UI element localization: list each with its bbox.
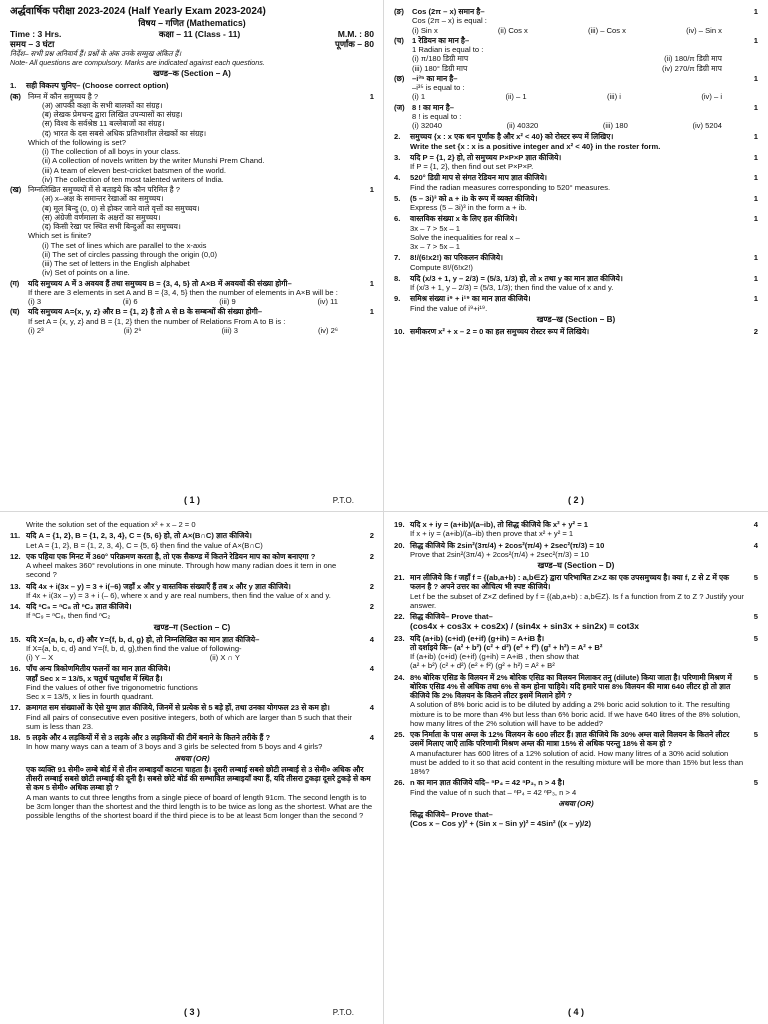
text-en: Write the set {x : x is a positive integer and x² < 40} in the roster form.	[410, 141, 661, 151]
sub-label: (छ)	[394, 73, 405, 83]
question-18	[10, 733, 374, 752]
question-text	[28, 92, 360, 185]
option: (iii) i	[607, 92, 621, 102]
question-26-or	[394, 810, 758, 829]
text-en: 1 Radian is equal to :	[412, 45, 484, 54]
question-text	[26, 552, 360, 580]
text-en: If 4x + i(3x – y) = 3 + i (– 6), where x and y are real numbers, then find the value of x and y.	[26, 590, 331, 600]
question-1h	[394, 103, 758, 131]
question-6	[394, 214, 758, 251]
question-text: समीकरण x² + x – 2 = 0 का हल समुच्चय रोस्टर रूप में लिखिये।	[410, 326, 590, 336]
question-22	[394, 612, 758, 632]
text-hi: एक निर्माता के पास अम्ल के 12% विलयन के 600 लीटर हैं। ज्ञात कीजिये कि 30% अम्ल वाले विलयन के कितने लीटर उसमें मिलाए जाएँ ताकि परिणामी मिश्रण अम्ल की मात्रा 15% से अधिक परन्तु 18% से कम हो ?	[410, 730, 730, 749]
marks: 1	[753, 73, 758, 83]
question-number: 10.	[394, 326, 405, 336]
text-en: A wheel makes 360° revolutions in one minute. Through how many radian does it tern in one second ?	[26, 561, 337, 580]
option: (स) विश्व के सर्वश्रेष्ठ 11 बल्लेबाजों का संग्रह।	[42, 119, 165, 129]
marks: 1	[753, 35, 758, 45]
page-number: ( 2 )	[567, 495, 584, 506]
text-en: If P = {1, 2}, then find out set P×P×P.	[410, 162, 534, 171]
text-hi: यदि (x/3 + 1, y – 2/3) = (5/3, 1/3) हो, तो x तथा y का मान ज्ञात कीजिये।	[410, 273, 623, 283]
text-en: Let A = {1, 2}, B = {1, 2, 3, 4}, C = {5, 6} then find the value of A×(B∩C)	[26, 540, 263, 550]
question-text	[26, 582, 360, 601]
question-text	[410, 541, 744, 560]
marks: 1	[753, 214, 758, 224]
time-hi: समय – 3 घंटा	[10, 39, 55, 50]
question-1b	[10, 185, 374, 278]
question-text	[26, 602, 360, 621]
question-13	[10, 582, 374, 601]
question-17	[10, 703, 374, 731]
option: (ब) मूल बिन्दु (0, 0) से होकर जाने वाले वृत्तों का समुच्चय।	[42, 203, 200, 213]
text-en: –i³⁵ is equal to :	[412, 83, 465, 92]
option: (i) Sin x	[412, 25, 438, 35]
text-hi: यदि समुच्चय A में 3 अवयव हैं तथा समुच्चय B = {3, 4, 5} तो A×B में अवयवों की संख्या होगी–	[28, 278, 292, 288]
section-a-heading: खण्ड–क (Section – A)	[153, 69, 231, 79]
option: (ii) The set of circles passing through the origin (0,0)	[42, 249, 218, 259]
option: (iv) – i	[701, 92, 722, 102]
section-d-heading: खण्ड–घ (Section – D)	[537, 561, 615, 570]
instructions-hi: निर्देश– सभी प्रश्न अनिवार्य हैं। प्रश्नों के अंक उनके सम्मुख अंकित हैं।	[10, 48, 182, 58]
option: (iv) – Sin x	[686, 25, 722, 35]
question-text	[412, 36, 744, 73]
question-number: 20.	[394, 540, 405, 550]
question-16	[10, 664, 374, 701]
pto-label: P.T.O.	[332, 1008, 354, 1018]
option: (i) 32040	[412, 121, 442, 130]
question-26	[394, 778, 758, 797]
text-hi: यदि ⁿC₉ = ⁿC₈ तो ⁿC₂ ज्ञात कीजिये।	[26, 602, 132, 611]
question-text	[410, 673, 744, 729]
option: (ii) X ∩ Y	[209, 653, 240, 662]
text-hi: एक पहिया एक मिनट में 360° परिक्रमण करता है, तो एक सैकण्ड में कितने रेडियन माप का कोण बनाएगा ?	[26, 551, 316, 561]
instructions-en: Note- All questions are compulsory. Marks are indicated against each questions.	[10, 57, 265, 67]
text-hi: एक व्यक्ति 91 सेमी० लम्बे बोर्ड में से तीन लम्बाइयाँ काटना चाहता है। दूसरी लम्बाई सबसे छोटी लम्बाई से 3 सेमी० अधिक और तीसरी लम्बाई सबसे छोटी लम्बाई की दूनी है। सबसे छोटे बोर्ड की सम्भावित लम्बाइयाँ क्या हैं, यदि तीसरा टुकड़ा दूसरे टुकड़े से कम से कम 5 सेमी० अधिक लम्बा हो ?	[26, 764, 371, 793]
marks: 5	[753, 778, 758, 788]
text-hi: निम्नलिखित समुच्चयों में से बताइये कि कौन परिमित है ?	[28, 185, 181, 195]
marks: 2	[369, 602, 374, 611]
header-row-1	[10, 29, 374, 39]
option: (i) 3	[28, 297, 42, 307]
question-number: 13.	[10, 581, 21, 591]
question-text	[410, 153, 744, 172]
text-hi: यदि X={a, b, c, d} और Y={f, b, d, g} हो, तो निम्नलिखित का मान ज्ञात कीजिये–	[26, 634, 260, 644]
marks: 5	[753, 633, 758, 643]
question-number: 8.	[394, 273, 401, 283]
marks: 4	[369, 733, 374, 742]
question-14	[10, 602, 374, 621]
question-text	[26, 664, 360, 701]
option: (iii) – Cos x	[587, 25, 626, 35]
question-9	[394, 294, 758, 313]
options-row	[412, 54, 744, 63]
question-text	[410, 612, 744, 632]
expression: (cos4x + cos3x + cos2x) / (sin4x + sin3x + sin2x) = cot3x	[410, 621, 640, 632]
option: (i) π/180 डिग्री माप	[412, 54, 469, 64]
text-hi: यदि P = {1, 2} हो, तो समुच्चय P×P×P ज्ञात कीजिये।	[410, 152, 562, 162]
option: (ii) 180/π डिग्री माप	[664, 54, 722, 64]
time-en: Time : 3 Hrs.	[10, 28, 62, 39]
question-number: 6.	[394, 214, 401, 224]
question-text: Write the solution set of the equation x² + x – 2 = 0	[26, 520, 196, 529]
question-1e	[394, 7, 758, 35]
question-text	[26, 765, 374, 821]
marks: 1	[753, 173, 758, 183]
question-text	[410, 520, 744, 539]
option: (ii) A collection of novels written by the writer Munshi Prem Chand.	[42, 156, 265, 166]
question-1f	[394, 36, 758, 73]
question-text	[410, 730, 744, 776]
question-number: 12.	[10, 551, 21, 561]
exam-page-1	[0, 0, 384, 512]
text-en: Cos (2π – x) is equal :	[412, 16, 487, 26]
question-1d	[10, 307, 374, 335]
question-text	[412, 103, 744, 131]
text-en: Solve the inequalities for real x –	[410, 232, 520, 242]
max-marks-hi: पूर्णांक – 80	[334, 39, 374, 50]
text-hi: 1 रेडियन का मान है–	[412, 35, 470, 45]
question-number	[10, 520, 26, 529]
text-en: Find the values of other five trigonometric functions	[26, 682, 198, 692]
text-hi: वास्तविक संख्या x के लिए हल कीजिये।	[410, 214, 518, 224]
option: (स) अंग्रेजी वर्णमाला के अक्षरों का समुच्चय।	[42, 212, 161, 222]
text-en: Compute 8!/(6!x2!)	[410, 262, 473, 272]
text-en: Prove that 2sin²(3π/4) + 2cos²(π/4) + 2sec²(π/3) = 10	[410, 549, 589, 559]
question-text	[410, 810, 758, 829]
text-hi: निम्न में कौन समुच्चय है ?	[28, 91, 99, 101]
question-text	[28, 307, 360, 335]
option: (द) भारत के दस सबसे अधिक प्रतिभाशील लेखकों का संग्रह।	[42, 128, 207, 138]
question-number: 2.	[394, 132, 401, 142]
inequality: 3x – 7 > 5x – 1	[410, 223, 461, 233]
question-text	[410, 778, 744, 797]
text-hi: Cos (2π – x) समान है–	[412, 7, 485, 16]
marks: 4	[753, 520, 758, 529]
question-text	[410, 132, 744, 151]
question-19	[394, 520, 758, 539]
options-row	[28, 326, 360, 335]
text-en: A solution of 8% boric acid is to be diluted by adding a 2% boric acid solution to it. The resulting mixture is to be more than 4% but less than 6% boric acid. If we have 640 litres of the 8% solution, how many litres of the 2% solution will have to be added?	[410, 700, 741, 728]
question-text	[412, 74, 744, 102]
question-text	[28, 185, 360, 278]
question-7	[394, 253, 758, 272]
sub-label: (ङ)	[394, 7, 404, 16]
question-number	[394, 810, 410, 829]
text-en: Express (5 – 3i)³ in the form a + ib.	[410, 203, 527, 212]
text-hi: यदि A = {1, 2}, B = {1, 2, 3, 4}, C = {5, 6} हो, तो A×(B∩C) ज्ञात कीजिये।	[26, 531, 252, 541]
text-en: If (x/3 + 1, y – 2/3) = (5/3, 1/3); then find the value of x and y.	[410, 283, 614, 292]
option: (अ) आपकी कक्षा के सभी बालकों का संग्रह।	[42, 100, 163, 110]
subject-line: विषय – गणित (Mathematics)	[138, 18, 246, 29]
text-en: Sec x = 13/5, x lies in fourth quadrant.	[26, 692, 154, 701]
question-number: 19.	[394, 520, 405, 529]
text-en: Find the value of n such that – ⁿP₄ = 42 ⁿP₃, n > 4	[410, 787, 577, 797]
question-4	[394, 173, 758, 192]
text-en: If set A = {x, y, z} and B = {1, 2} then the number of Relations From A to B is :	[28, 316, 286, 326]
sub-label: (ग)	[10, 278, 20, 288]
question-18-or	[10, 765, 374, 821]
question-text	[28, 279, 360, 307]
max-marks-en: M.M. : 80	[337, 28, 374, 39]
marks: 1	[753, 253, 758, 263]
options-row	[412, 26, 744, 35]
text-en: Find the value of i⁹+i¹⁹.	[410, 303, 488, 313]
option: (i) 1	[412, 92, 426, 102]
question-2	[394, 132, 758, 151]
question-number: 21.	[394, 573, 405, 582]
question-text	[26, 531, 360, 550]
text-hi: n का मान ज्ञात कीजिये यदि– ⁿP₄ = 42 ⁿP₃, n > 4 है।	[410, 778, 565, 788]
page-number: ( 1 )	[183, 495, 200, 506]
question-text	[26, 635, 360, 663]
text-hi: समुच्चय {x : x एक धन पूर्णांक है और x² < 40} को रोस्टर रूप में लिखिए।	[410, 132, 614, 142]
marks: 1	[369, 307, 374, 317]
text-hi: 8!/(6!x2!) का परिकलन कीजिये।	[410, 253, 504, 263]
text-hi: यदि 4x + i(3x – y) = 3 + i(–6) जहाँ x और y वास्तविक संख्याएँ हैं तब x और y ज्ञात कीजिये।	[26, 581, 291, 591]
question-number: 9.	[394, 294, 401, 304]
question-20	[394, 541, 758, 560]
question-text	[26, 733, 360, 752]
marks: 1	[369, 185, 374, 195]
marks: 1	[753, 7, 758, 16]
question-number: 26.	[394, 778, 405, 788]
marks: 2	[369, 531, 374, 541]
question-text	[410, 214, 744, 251]
text-en: Which set is finite?	[28, 231, 92, 241]
question-23	[394, 634, 758, 671]
question-text	[410, 194, 744, 213]
exam-title: अर्द्धवार्षिक परीक्षा 2023-2024 (Half Yearly Exam 2023-2024)	[10, 6, 266, 17]
text-hi: पाँच अन्य त्रिकोणमितीय फलनों का मान ज्ञात कीजिये।	[26, 664, 171, 674]
question-number: 22.	[394, 612, 405, 621]
text-hi: सिद्ध कीजिये कि 2sin²(3π/4) + 2cos²(π/4) + 2sec²(π/3) = 10	[410, 540, 605, 550]
text-en: A manufacturer has 600 litres of a 12% solution of acid. How many litres of a 30% acid solution must be added to it so that acid content in the resulting mixture will be more than 15% but less than 18%?	[410, 748, 744, 777]
text-hi: जहाँ Sec x = 13/5, x चतुर्थ चतुर्थांश में स्थित है।	[26, 673, 163, 683]
option: (iii) 180° डिग्री माप	[412, 63, 468, 73]
question-text	[410, 573, 744, 610]
question-1g	[394, 74, 758, 102]
marks: 5	[753, 612, 758, 621]
option: (iv) 270/π डिग्री माप	[662, 63, 722, 73]
option: (द) किसी रेखा पर स्थित सभी बिन्दुओं का समुच्चय।	[42, 222, 181, 232]
question-3	[394, 153, 758, 172]
text-en: A man wants to cut three lengths from a single piece of board of length 91cm. The second length is to be 3cm longer than the shortest and the third length is to be twice as long as the shortest. What are the possible lengths of the shortest board if the third piece is to be at least 5cm longer than the second ?	[26, 792, 373, 820]
page-number: ( 4 )	[567, 1007, 584, 1018]
marks: 1	[753, 152, 758, 162]
question-8	[394, 274, 758, 293]
text-en: If x + iy = (a+ib)/(a–ib) then prove that x² + y² = 1	[410, 529, 574, 539]
question-text: सही विकल्प चुनिए– (Choose correct option)	[26, 81, 169, 91]
text-hi: क्रमागत सम संख्याओं के ऐसे युग्म ज्ञात कीजिये, जिनमें से प्रत्येक से 5 बड़े हों, तथा उनका योगफल 23 से कम हो।	[26, 703, 330, 713]
text-hi: मान लीजिये कि f जहाँ f = {(ab,a+b) : a,b∈Z} द्वारा परिभाषित Z×Z का एक उपसमुच्चय है। क्या f, Z से Z में एक फलन है ? अपने उत्तर का औचित्य भी स्पष्ट कीजिये।	[410, 573, 729, 592]
option: (iv) Set of points on a line.	[42, 268, 130, 278]
question-24	[394, 673, 758, 729]
pto-label: P.T.O.	[332, 496, 354, 506]
question-number: 25.	[394, 730, 405, 740]
question-21	[394, 573, 758, 610]
question-number: 17.	[10, 703, 21, 713]
option: (ब) लेखक प्रेमचन्द द्वारा लिखित उपन्यासों का संग्रह।	[42, 110, 183, 120]
question-number: 14.	[10, 602, 21, 611]
marks: 1	[369, 278, 374, 288]
text-en: 8 ! is equal to :	[412, 111, 462, 121]
question-number: 5.	[394, 193, 401, 203]
exam-page-4	[384, 512, 768, 1024]
marks: 1	[753, 273, 758, 283]
marks: 1	[753, 132, 758, 142]
question-11	[10, 531, 374, 550]
marks: 5	[753, 730, 758, 740]
option: (iii) 9	[219, 297, 236, 307]
option: (i) The set of lines which are parallel to the x-axis	[42, 240, 207, 250]
text-hi: 5 लड़के और 4 लड़कियों में से 3 लड़के और 3 लड़कियों की टीमें बनाने के कितने तरीके हैं ?	[26, 733, 271, 742]
question-number: 4.	[394, 173, 401, 183]
question-text	[410, 294, 744, 313]
sub-label: (क)	[10, 91, 21, 101]
options-row	[26, 653, 360, 662]
question-number: 18.	[10, 733, 21, 742]
sub-label: (ख)	[10, 185, 22, 195]
class-label: कक्षा – 11 (Class - 11)	[158, 28, 241, 39]
option: (iv) 11	[317, 297, 338, 307]
marks: 1	[753, 193, 758, 203]
question-number: 16.	[10, 664, 21, 674]
or-divider: अथवा (OR)	[174, 753, 210, 763]
text-hi: 8 ! का मान है–	[412, 102, 454, 112]
question-25	[394, 730, 758, 776]
question-1	[10, 81, 374, 90]
option: (ii) Cos x	[497, 25, 528, 35]
inequality: 3x – 7 > 5x – 1	[410, 242, 461, 251]
option: (iii) The set of letters in the English alphabet	[42, 259, 190, 269]
marks: 4	[753, 540, 758, 550]
question-number: 24.	[394, 672, 405, 682]
text-en: Find the radian measures corresponding to 520° measures.	[410, 182, 611, 192]
question-5	[394, 194, 758, 213]
text-hi: तो दर्शाइये कि– (a² + b²) (c² + d²) (e² + f²) (g² + h²) = A² + B²	[410, 642, 603, 652]
question-text	[412, 7, 744, 35]
text-hi: सिद्ध कीजिये– Prove that–	[410, 810, 493, 820]
question-number: 23.	[394, 633, 405, 643]
text-hi: यदि समुच्चय A={x, y, z} और B = {1, 2} है तो A से B के सम्बन्धों की संख्या होगी–	[28, 307, 263, 317]
text-hi: यदि x + iy = (a+ib)/(a–ib), तो सिद्ध कीजिये कि x² + y² = 1	[410, 520, 588, 529]
text-hi: यदि (a+ib) (c+id) (e+if) (g+ih) = A+iB है।	[410, 633, 545, 643]
text-en: Find all pairs of consecutive even positive integers, both of which are larger than 5 such that their sum is less than 23.	[26, 712, 352, 731]
marks: 2	[369, 581, 374, 591]
page-number: ( 3 )	[183, 1007, 200, 1018]
question-text	[410, 253, 744, 272]
question-text	[410, 634, 744, 671]
text-en: Which of the following is set?	[28, 137, 126, 147]
sub-label: (घ)	[10, 307, 20, 317]
question-text	[410, 274, 744, 293]
question-number: 1.	[10, 81, 17, 91]
text-en: (a² + b²) (c² + d²) (e² + f²) (g² + h²) = A² + B²	[410, 661, 555, 671]
text-hi: सिद्ध कीजिये– Prove that–	[410, 612, 493, 621]
marks: 4	[369, 703, 374, 713]
text-hi: 8% बोरिक एसिड के विलयन में 2% बोरिक एसिड का विलयन मिलाकर तनु (dilute) किया जाता है। परिणामी मिश्रण में बोरिक एसिड 4% से अधिक तथा 6% से कम होना चाहिये। यदि हमारे पास 8% विलयन की मात्रा 640 लीटर हो तो ज्ञात कीजिये कि 2% विलयन के कितने लीटर इसमें मिलाने होंगे ?	[410, 672, 732, 701]
text-hi: 520° डिग्री माप से संगत रेडियन माप ज्ञात कीजिये।	[410, 173, 547, 183]
question-number: 7.	[394, 253, 401, 263]
marks: 5	[753, 672, 758, 682]
option: (ii) 40320	[506, 121, 539, 130]
marks: 1	[753, 102, 758, 112]
marks: 2	[753, 326, 758, 336]
text-hi: (5 – 3i)³ को a + ib के रूप में व्यक्त कीजिये।	[410, 193, 538, 203]
question-number	[10, 765, 26, 821]
text-hi: समिश्र संख्या i⁹ + i¹⁹ का मान ज्ञात कीजिये।	[410, 294, 531, 304]
question-number: 15.	[10, 634, 21, 644]
text-en: Let f be the subset of Z×Z defined by f = {(ab,a+b) : a,b∈Z}. Is f a function from Z to Z ? Justify your answer.	[410, 591, 744, 610]
option: (i) Y – X	[26, 653, 54, 662]
question-text	[410, 173, 744, 192]
text-en: In how many ways can a team of 3 boys and 3 girls be selected from 5 boys and 4 girls?	[26, 742, 323, 752]
options-row	[412, 92, 744, 101]
option: (iv) 2⁶	[317, 325, 338, 335]
section-c-heading: खण्ड–ग (Section – C)	[153, 622, 231, 632]
expression: (Cos x – Cos y)² + (Sin x – Sin y)² = 4Sin² ((x – y)/2)	[410, 819, 592, 829]
or-divider: अथवा (OR)	[558, 798, 594, 808]
marks: 5	[753, 573, 758, 582]
question-1c	[10, 279, 374, 307]
question-1a	[10, 92, 374, 185]
option: (अ) x–अक्ष के समान्तर रेखाओं का समुच्चय।	[42, 194, 164, 204]
option: (iii) 180	[602, 121, 628, 130]
question-text	[26, 703, 360, 731]
exam-page-2	[384, 0, 768, 512]
sub-label: (च)	[394, 35, 404, 45]
option: (i) 2³	[28, 325, 44, 335]
options-row	[28, 297, 360, 306]
option: (ii) 6	[122, 297, 138, 307]
marks: 4	[369, 634, 374, 644]
question-15	[10, 635, 374, 663]
section-b-heading: खण्ड–ख (Section – B)	[536, 314, 616, 324]
option: (iii) A team of eleven best-cricket batsmen of the world.	[42, 165, 227, 175]
text-hi: –i³⁵ का मान है–	[412, 73, 458, 83]
text-en: If there are 3 elements in set A and B = {3, 4, 5} then the number of elements in A×B will be :	[28, 287, 338, 297]
marks: 2	[369, 551, 374, 561]
question-10	[394, 327, 758, 336]
exam-page-3	[0, 512, 384, 1024]
marks: 4	[369, 664, 374, 674]
option: (iv) The collection of ten most talented writers of India.	[42, 174, 224, 184]
option: (ii) – 1	[505, 92, 527, 102]
marks: 1	[369, 91, 374, 101]
question-10-en	[10, 520, 374, 529]
text-en: If (a+ib) (c+id) (e+if) (g+ih) = A+iB , then show that	[410, 652, 579, 662]
sub-label: (ज)	[394, 102, 405, 112]
text-en: If ⁿC₉ = ⁿC₈, then find ⁿC₂	[26, 611, 111, 621]
question-number: 11.	[10, 531, 21, 541]
options-row	[412, 64, 744, 73]
option: (iii) 3	[221, 325, 238, 335]
option: (i) The collection of all boys in your class.	[42, 147, 181, 157]
options-row	[412, 121, 744, 130]
marks: 1	[753, 294, 758, 304]
option: (iv) 5204	[692, 121, 722, 130]
question-number: 3.	[394, 152, 401, 162]
question-12	[10, 552, 374, 580]
option: (ii) 2⁶	[123, 325, 142, 335]
text-en: If X={a, b, c, d} and Y={f, b, d, g},then find the value of following-	[26, 643, 242, 653]
